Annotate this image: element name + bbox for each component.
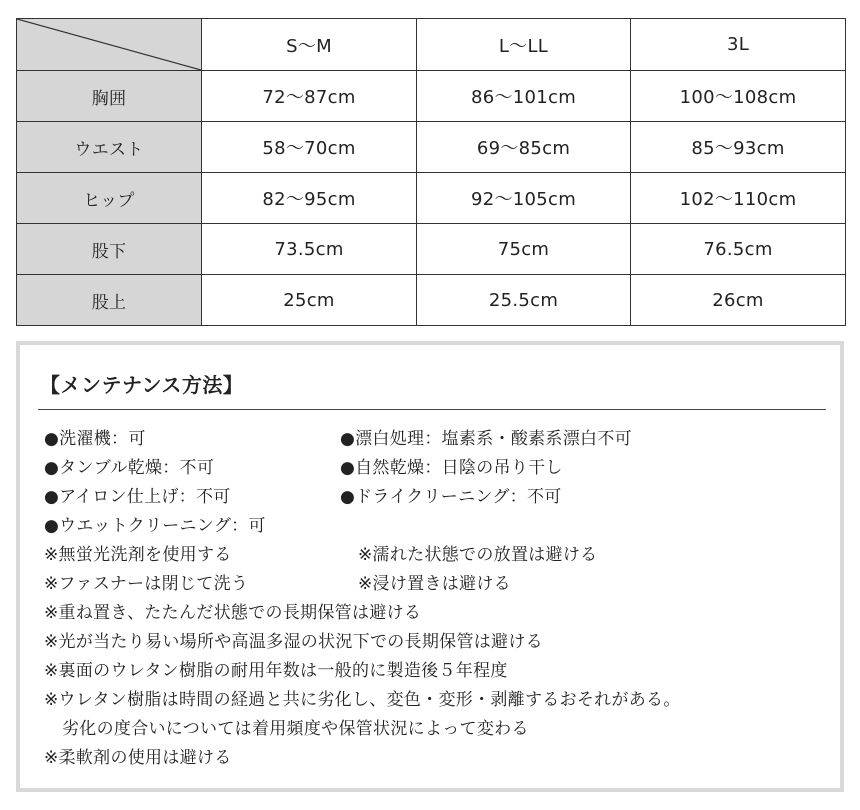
care-note-fastener: ※ファスナーは閉じて洗う (44, 574, 249, 594)
cell-value: 85～93cm (631, 122, 846, 173)
care-note-soak: ※浸け置きは避ける (358, 574, 511, 594)
cell-value: 75cm (417, 224, 631, 275)
care-line (44, 483, 844, 512)
care-note-softener: ※柔軟剤の使用は避ける (44, 748, 232, 768)
size-header-l-ll: L～LL (417, 19, 631, 71)
care-line (44, 425, 844, 454)
row-label-inseam: 股下 (17, 224, 202, 275)
care-item-iron: ●アイロン仕上げ：不可 (44, 487, 231, 507)
cell-value: 82～95cm (202, 173, 417, 224)
care-line (44, 541, 844, 570)
cell-value: 86～101cm (417, 71, 631, 122)
cell-value: 69～85cm (417, 122, 631, 173)
care-note-wet-leave: ※濡れた状態での放置は避ける (358, 545, 598, 565)
row-label-rise: 股上 (17, 275, 202, 326)
row-rise (17, 275, 846, 326)
cell-value: 73.5cm (202, 224, 417, 275)
care-note-urethane-degrade-cont: 劣化の度合いについては着用頻度や保管状況によって変わる (62, 719, 529, 739)
care-note-sunlight: ※光が当たり易い場所や高温多湿の状況下での長期保管は避ける (44, 632, 543, 652)
row-inseam (17, 224, 846, 275)
care-item-washing-machine: ●洗濯機：可 (44, 429, 146, 449)
row-label-hip: ヒップ (17, 173, 202, 224)
corner-cell (17, 19, 202, 71)
care-title: 【メンテナンス方法】 (40, 373, 244, 397)
row-label-waist: ウエスト (17, 122, 202, 173)
care-line (44, 570, 844, 599)
size-header-row (17, 19, 846, 71)
size-chart-table (16, 18, 846, 326)
care-note-urethane-degrade: ※ウレタン樹脂は時間の経過と共に劣化し、変色・変形・剥離するおそれがある。 (44, 690, 681, 710)
care-item-bleach: ●漂白処理：塩素系・酸素系漂白不可 (340, 429, 632, 449)
row-chest (17, 71, 846, 122)
size-header-s-m: S～M (202, 19, 417, 71)
cell-value: 26cm (631, 275, 846, 326)
cell-value: 102～110cm (631, 173, 846, 224)
diagonal-divider (17, 19, 201, 70)
care-note-urethane-life: ※裏面のウレタン樹脂の耐用年数は一般的に製造後５年程度 (44, 661, 508, 681)
care-line (44, 454, 844, 483)
care-item-dry-cleaning: ●ドライクリーニング：不可 (340, 487, 562, 507)
cell-value: 92～105cm (417, 173, 631, 224)
cell-value: 72～87cm (202, 71, 417, 122)
row-waist (17, 122, 846, 173)
row-label-chest: 胸囲 (17, 71, 202, 122)
care-note-stack: ※重ね置き、たたんだ状態での長期保管は避ける (44, 603, 422, 623)
care-instructions-box (16, 341, 844, 792)
title-divider (38, 409, 826, 410)
cell-value: 58～70cm (202, 122, 417, 173)
row-hip (17, 173, 846, 224)
care-item-wet-cleaning: ●ウエットクリーニング：可 (44, 516, 266, 536)
cell-value: 25.5cm (417, 275, 631, 326)
cell-value: 25cm (202, 275, 417, 326)
cell-value: 100～108cm (631, 71, 846, 122)
cell-value: 76.5cm (631, 224, 846, 275)
care-item-natural-dry: ●自然乾燥：日陰の吊り干し (340, 458, 563, 478)
care-note-detergent: ※無蛍光洗剤を使用する (44, 545, 232, 565)
care-item-tumble-dry: ●タンブル乾燥：不可 (44, 458, 215, 478)
care-line (44, 512, 844, 541)
care-list (44, 425, 844, 773)
size-header-3l: 3L (631, 19, 846, 71)
